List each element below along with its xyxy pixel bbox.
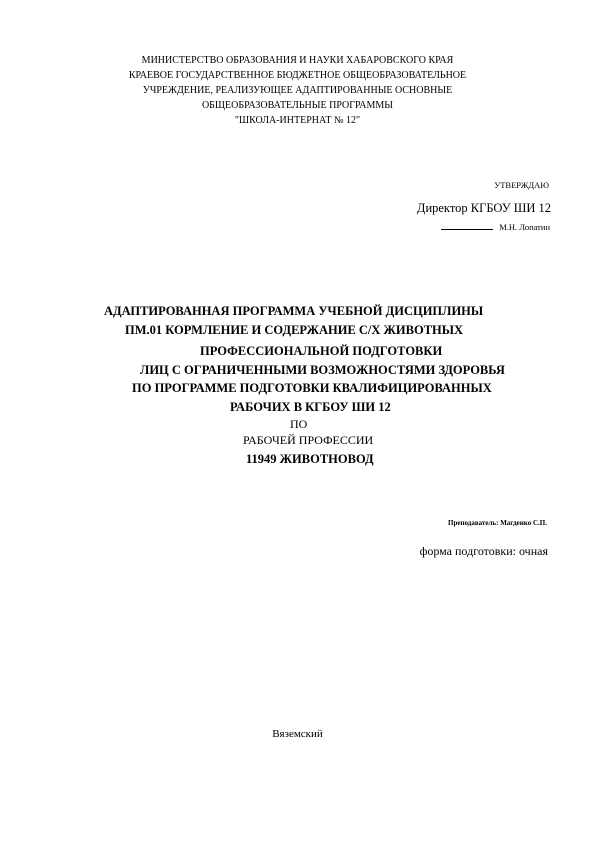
title-line-5: ПО ПРОГРАММЕ ПОДГОТОВКИ КВАЛИФИЦИРОВАННЫХ — [132, 381, 492, 395]
approval-label: УТВЕРЖДАЮ — [494, 180, 549, 190]
org-line-2: КРАЕВОЕ ГОСУДАРСТВЕННОЕ БЮДЖЕТНОЕ ОБЩЕОБРАЗОВАТЕЛЬНОЕ — [128, 70, 467, 81]
city: Вяземский — [272, 728, 323, 740]
approval-signatory: М.Н. Лопатин — [499, 222, 550, 232]
org-line-4: ОБЩЕОБРАЗОВАТЕЛЬНЫЕ ПРОГРАММЫ — [201, 100, 394, 111]
title-line-3: ПРОФЕССИОНАЛЬНОЙ ПОДГОТОВКИ — [200, 344, 443, 358]
title-line-6: РАБОЧИХ В КГБОУ ШИ 12 — [230, 400, 391, 414]
approval-signature — [441, 223, 550, 232]
title-line-2: ПМ.01 КОРМЛЕНИЕ И СОДЕРЖАНИЕ С/Х ЖИВОТНЫХ — [125, 323, 464, 337]
study-form: форма подготовки: очная — [419, 544, 548, 558]
org-line-3: УЧРЕЖДЕНИЕ, РЕАЛИЗУЮЩЕЕ АДАПТИРОВАННЫЕ ОСНОВНЫЕ — [142, 85, 453, 96]
title-line-1: АДАПТИРОВАННАЯ ПРОГРАММА УЧЕБНОЙ ДИСЦИПЛИНЫ — [104, 304, 484, 318]
title-po: ПО — [290, 417, 308, 431]
signature-line — [441, 229, 493, 230]
profession-label: РАБОЧЕЙ ПРОФЕССИИ — [243, 433, 374, 447]
approval-position: Директор КГБОУ ШИ 12 — [416, 201, 551, 215]
teacher-name: Преподаватель: Магденко С.П. — [448, 519, 547, 527]
org-line-5: "ШКОЛА-ИНТЕРНАТ № 12" — [234, 115, 361, 126]
title-line-4: ЛИЦ С ОГРАНИЧЕННЫМИ ВОЗМОЖНОСТЯМИ ЗДОРОВЬЯ — [140, 363, 505, 377]
profession-name: 11949 ЖИВОТНОВОД — [246, 452, 374, 466]
org-line-1: МИНИСТЕРСТВО ОБРАЗОВАНИЯ И НАУКИ ХАБАРОВСКОГО КРАЯ — [141, 55, 454, 66]
